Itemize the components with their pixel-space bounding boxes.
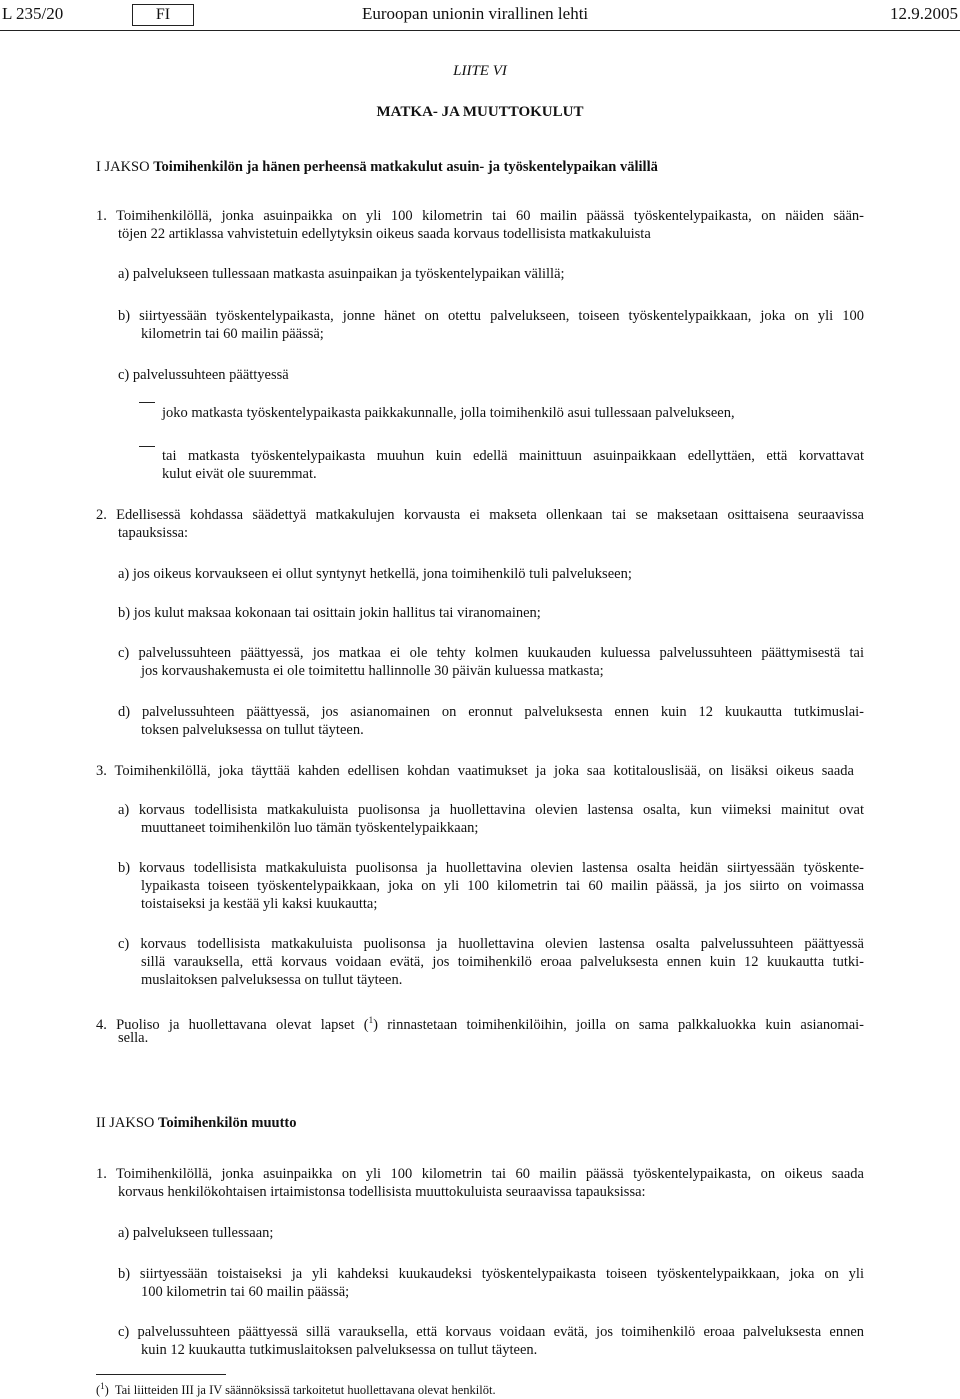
paragraph-text: ) rinnastetaan toimihenkilöihin, joilla on sama palkkaluokka kuin asianomai- bbox=[373, 1016, 864, 1033]
publication-date: 12.9.2005 bbox=[890, 4, 958, 23]
list-item-continuation: toksen palveluksessa on tullut täyteen. bbox=[141, 722, 364, 738]
paragraph-line: töjen 22 artiklassa vahvistetuin edellytyksin oikeus saada korvaus todellisista matkakuluista bbox=[118, 226, 651, 242]
list-item: a) palvelukseen tullessaan; bbox=[118, 1225, 274, 1241]
language-code-box: FI bbox=[132, 4, 194, 26]
journal-title: Euroopan unionin virallinen lehti bbox=[362, 4, 589, 23]
paragraph-text: 4. Puoliso ja huollettavana olevat lapset ( bbox=[96, 1016, 369, 1033]
section-1-title: Toimihenkilön ja hänen perheensä matkakulut asuin- ja työskentelypaikan välillä bbox=[153, 159, 658, 175]
footnote-text: Tai liitteiden III ja IV säännöksissä tarkoitetut huollettavana olevat henkilöt. bbox=[114, 1383, 496, 1398]
list-item: b) siirtyessään toistaiseksi ja yli kahdeksi kuukaudeksi työskentelypaikasta toiseen työskentelypaikkaan, joka on yli bbox=[118, 1266, 864, 1282]
page-number: L 235/20 bbox=[2, 4, 64, 23]
list-item-continuation: sillä varauksella, että korvaus voidaan evätä, jos toimihenkilö eroaa palveluksesta ennen kuin 12 kuukautta tutki- bbox=[141, 954, 864, 970]
paragraph-line: tapauksissa: bbox=[118, 525, 189, 541]
header-rule bbox=[0, 30, 960, 31]
dash-bullet bbox=[139, 446, 155, 447]
paragraph-line bbox=[96, 1011, 864, 1034]
list-item: b) korvaus todellisista matkakuluista puolisonsa ja huollettavina olevien lastensa osalta heidän siirtyessään työskente- bbox=[118, 860, 864, 876]
dash-item: tai matkasta työskentelypaikasta muuhun kuin edellä mainittuun asuinpaikkaan edellyttäen, että korvattavat bbox=[162, 448, 864, 464]
paragraph-line: 1. Toimihenkilöllä, jonka asuinpaikka on yli 100 kilometrin tai 60 mailin päässä työskentelypaikasta, on näiden sään- bbox=[96, 208, 864, 224]
page-header bbox=[0, 4, 960, 28]
section-2-heading bbox=[96, 1114, 297, 1132]
annex-label: LIITE VI bbox=[453, 63, 507, 79]
section-1-heading bbox=[96, 158, 658, 176]
list-item: b) jos kulut maksaa kokonaan tai osittain jokin hallitus tai viranomainen; bbox=[118, 605, 541, 621]
section-2-title: Toimihenkilön muutto bbox=[158, 1115, 297, 1131]
footnote: ($^1$) Tai liitteiden III ja IV säännöksissä tarkoitetut huollettavana olevat henkilöt. bbox=[96, 1381, 496, 1398]
dash-item-continuation: kulut eivät ole suuremmat. bbox=[162, 466, 317, 482]
footnote-reference[interactable]: 1 bbox=[368, 1015, 374, 1025]
paragraph-line: 2. Edellisessä kohdassa säädettyä matkakulujen korvausta ei makseta ollenkaan tai se maksetaan osittaisena seuraavissa bbox=[96, 507, 864, 523]
list-item-continuation: jos korvaushakemusta ei ole toimitettu hallinnolle 30 päivän kuluessa matkasta; bbox=[141, 663, 604, 679]
list-item: a) jos oikeus korvaukseen ei ollut syntynyt hetkellä, jona toimihenkilö tuli palvelukseen; bbox=[118, 566, 632, 582]
footnote-marker: 1 bbox=[100, 1381, 105, 1391]
list-item: c) palvelussuhteen päättyessä bbox=[118, 367, 289, 383]
list-item-continuation: muuttaneet toimihenkilön luo tämän työskentelypaikkaan; bbox=[141, 820, 479, 836]
paragraph-line: 1. Toimihenkilöllä, jonka asuinpaikka on yli 100 kilometrin tai 60 mailin päässä työskentelypaikasta, on oikeus saada bbox=[96, 1166, 864, 1182]
paragraph-line: korvaus henkilökohtaisen irtaimistonsa todellisista muuttokuluista seuraavissa tapauksissa: bbox=[118, 1184, 646, 1200]
list-item: b) siirtyessään työskentelypaikasta, jonne hänet on otettu palvelukseen, toiseen työskentelypaikkaan, joka on yli 100 bbox=[118, 308, 864, 324]
paragraph-line: sella. bbox=[118, 1030, 149, 1046]
dash-item: joko matkasta työskentelypaikasta paikkakunnalle, jolla toimihenkilö asui tullessaan palvelukseen, bbox=[162, 405, 735, 421]
list-item: a) korvaus todellisista matkakuluista puolisonsa ja huollettavina olevien lastensa osalta, kun viimeksi mainitut ovat bbox=[118, 802, 864, 818]
list-item-continuation: kilometrin tai 60 mailin päässä; bbox=[141, 326, 324, 342]
dash-bullet bbox=[139, 402, 155, 403]
list-item: c) palvelussuhteen päättyessä sillä varauksella, että korvaus voidaan evätä, jos toimihenkilö eroaa palveluksesta ennen bbox=[118, 1324, 864, 1340]
paragraph-line: 3. Toimihenkilöllä, joka täyttää kahden edellisen kohdan vaatimukset ja joka saa kotitalouslisää, on lisäksi oikeus saada bbox=[96, 763, 854, 779]
annex-title: MATKA- JA MUUTTOKULUT bbox=[376, 104, 584, 120]
list-item: a) palvelukseen tullessaan matkasta asuinpaikan ja työskentelypaikan välillä; bbox=[118, 266, 565, 282]
list-item-continuation: 100 kilometrin tai 60 mailin päässä; bbox=[141, 1284, 350, 1300]
list-item-continuation: lypaikasta toiseen työskentelypaikkaan, joka on yli 100 kilometrin tai 60 mailin päässä, ja jos siirto on voimassa bbox=[141, 878, 864, 894]
section-2-label: II JAKSO bbox=[96, 1115, 155, 1131]
list-item-continuation: muslaitoksen palveluksessa on tullut täyteen. bbox=[141, 972, 403, 988]
section-1-label: I JAKSO bbox=[96, 159, 150, 175]
footnote-rule bbox=[96, 1374, 226, 1375]
list-item: d) palvelussuhteen päättyessä, jos asianomainen on eronnut palveluksesta ennen kuin 12 kuukautta tutkimuslai- bbox=[118, 704, 864, 720]
list-item: c) korvaus todellisista matkakuluista puolisonsa ja huollettavina olevien lastensa osalta palvelussuhteen päättyessä bbox=[118, 936, 864, 952]
list-item: c) palvelussuhteen päättyessä, jos matkaa ei ole tehty kolmen kuukauden kuluessa palvelussuhteen päättymisestä tai bbox=[118, 645, 864, 661]
list-item-continuation: toistaiseksi ja kestää yli kaksi kuukautta; bbox=[141, 896, 378, 912]
list-item-continuation: kuin 12 kuukautta tutkimuslaitoksen palveluksessa on tullut täyteen. bbox=[141, 1342, 538, 1358]
